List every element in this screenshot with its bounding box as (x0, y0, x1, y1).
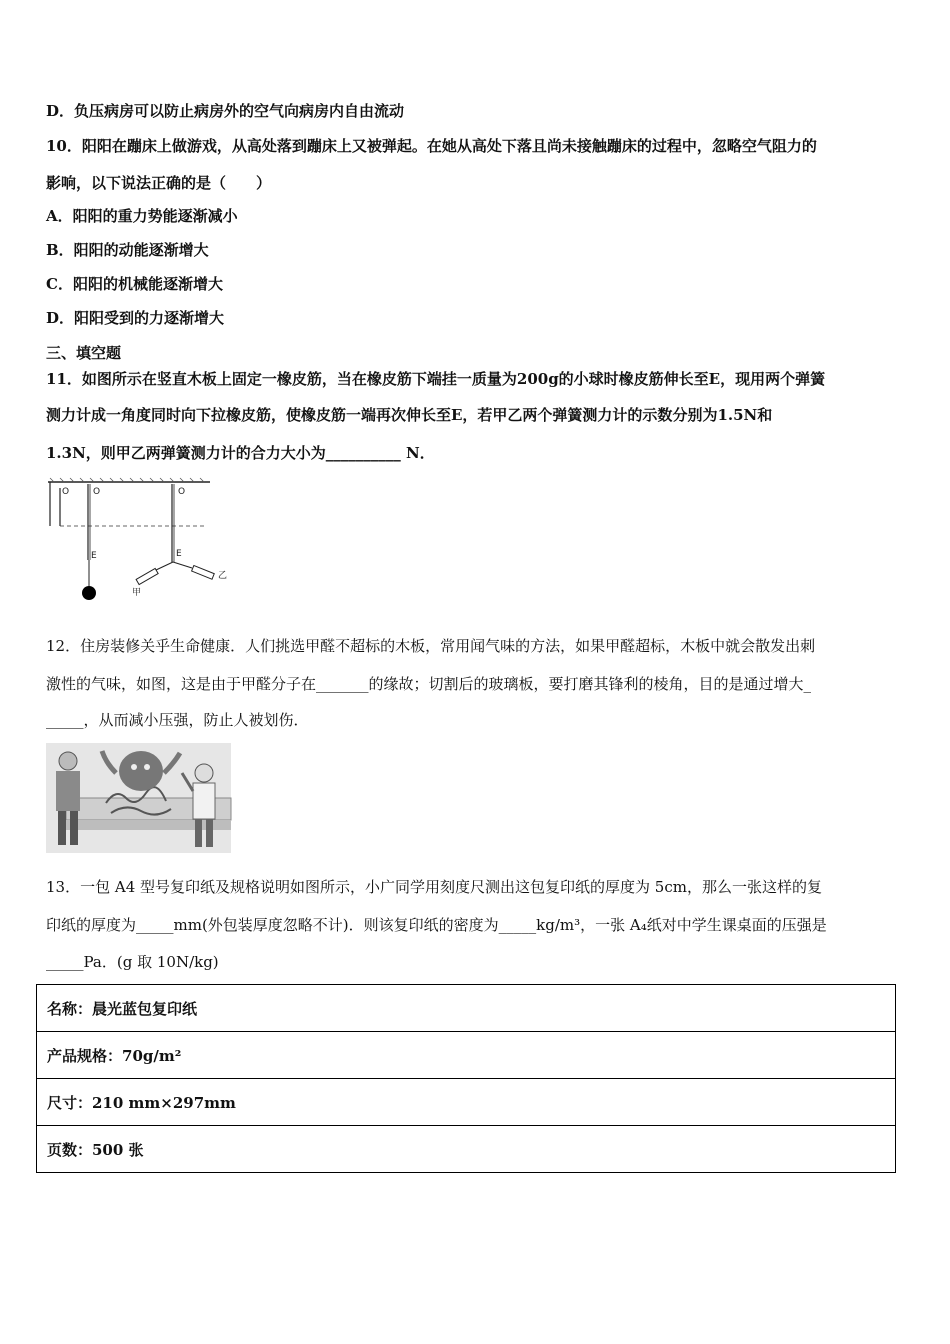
label-yi: 乙 (218, 571, 228, 581)
q11-line1: 11．如图所示在竖直木板上固定一橡皮筋，当在橡皮筋下端挂一质量为200g的小球时橡皮筋伸长至E，现用两个弹簧 (46, 370, 826, 388)
spec-pages: 页数：500 张 (37, 1126, 896, 1173)
table-row (37, 1032, 896, 1079)
q10-stem-line2: 影响，以下说法正确的是（ ） (46, 174, 272, 192)
spec-size: 尺寸：210 mm×297mm (37, 1079, 896, 1126)
label-o2: O (93, 487, 101, 497)
label-jia: 甲 (132, 588, 142, 598)
spec-name: 名称：晨光蓝包复印纸 (37, 985, 896, 1032)
formaldehyde-illustration (46, 743, 231, 853)
q11-line2: 测力计成一角度同时向下拉橡皮筋，使橡皮筋一端再次伸长至E，若甲乙两个弹簧测力计的示数分别为1.5N和 (46, 406, 773, 424)
q9-option-d: D．负压病房可以防止病房外的空气向病房内自由流动 (46, 102, 405, 120)
q13-line2: 印纸的厚度为_____mm(外包装厚度忽略不计)．则该复印纸的密度为_____kg/m³，一张 A₄纸对中学生课桌面的压强是 (46, 916, 827, 934)
section-title: 三、填空题 (46, 344, 122, 362)
label-o3: O (178, 487, 186, 497)
q12-line2: 激性的气味，如图，这是由于甲醛分子在_______的缘故；切割后的玻璃板，要打磨其锋利的棱角，目的是通过增大_ (46, 675, 812, 693)
label-e2: E (176, 549, 182, 559)
q12-line1: 12．住房装修关乎生命健康．人们挑选甲醛不超标的木板，常用闻气味的方法，如果甲醛超标，木板中就会散发出刺 (46, 637, 816, 655)
q10-option-b: B．阳阳的动能逐渐增大 (46, 241, 209, 259)
label-o1: O (62, 487, 70, 497)
table-row (37, 985, 896, 1032)
table-row (37, 1126, 896, 1173)
q13-line3: _____Pa．(g 取 10N/kg) (46, 953, 219, 971)
q13-line1: 13．一包 A4 型号复印纸及规格说明如图所示，小广同学用刻度尺测出这包复印纸的厚度为 5cm，那么一张这样的复 (46, 878, 822, 896)
q10-option-d: D．阳阳受到的力逐渐增大 (46, 309, 225, 327)
label-e1: E (91, 551, 97, 561)
spec-grammage: 产品规格：70g/m² (37, 1032, 896, 1079)
q10-option-a: A．阳阳的重力势能逐渐减小 (46, 207, 238, 225)
q10-stem-line1: 10．阳阳在蹦床上做游戏，从高处落到蹦床上又被弹起。在她从高处下落且尚未接触蹦床的过程中，忽略空气阻力的 (46, 137, 817, 155)
table-row (37, 1079, 896, 1126)
q11-line3: 1.3N，则甲乙两弹簧测力计的合力大小为__________ N． (46, 444, 435, 462)
q12-line3: _____，从而减小压强，防止人被划伤． (46, 711, 309, 729)
rubber-band-figure (44, 478, 228, 604)
paper-spec-table (36, 984, 896, 1173)
q10-option-c: C．阳阳的机械能逐渐增大 (46, 275, 223, 293)
